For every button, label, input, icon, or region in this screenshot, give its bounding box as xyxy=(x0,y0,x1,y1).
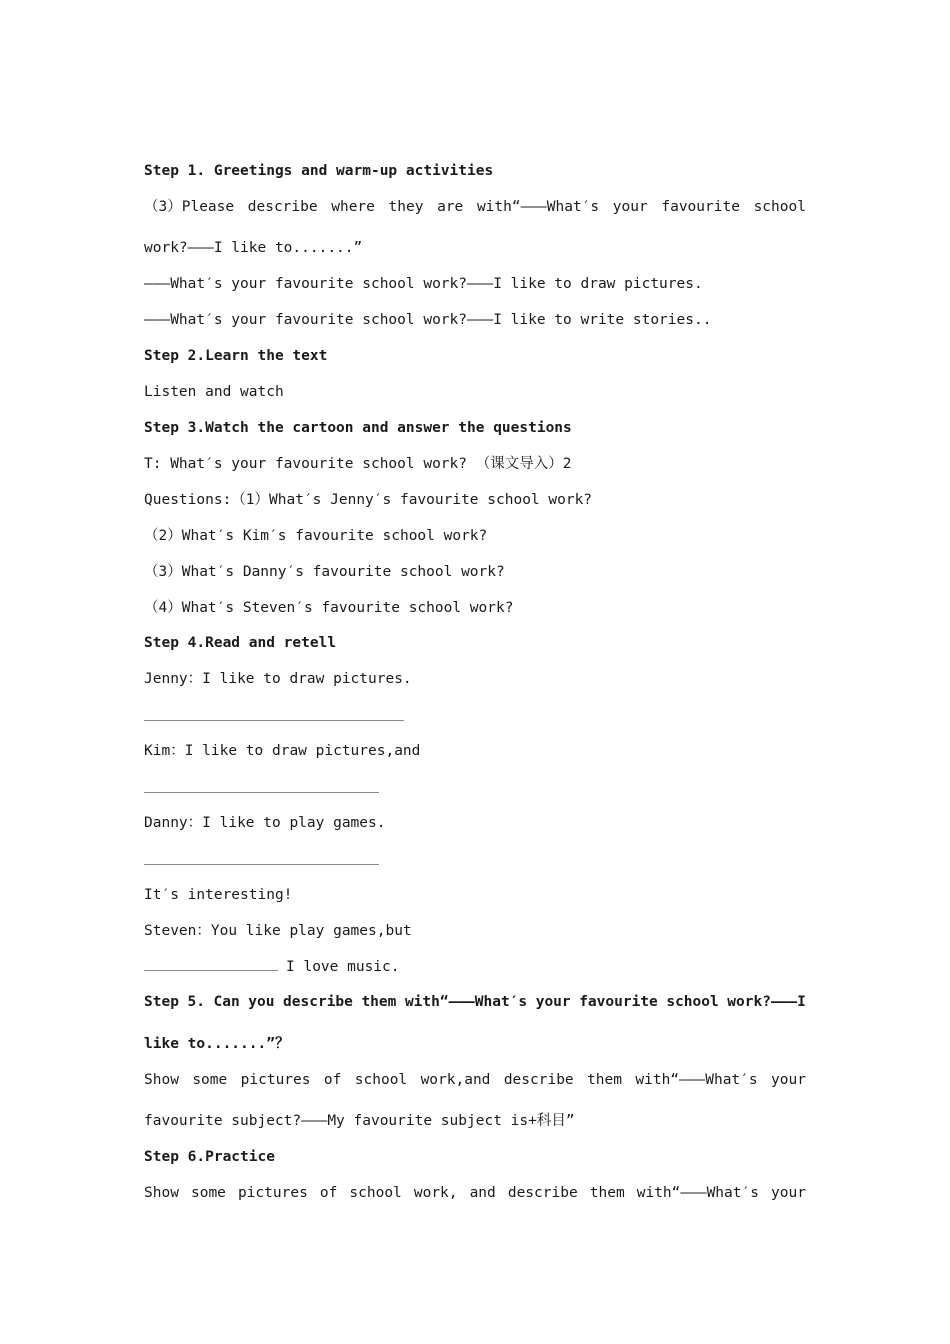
word: they xyxy=(388,199,424,215)
answer-blank-3 xyxy=(144,864,379,865)
step1-item3-line xyxy=(144,197,806,217)
word: with“———What′s xyxy=(636,1185,759,1201)
word: them xyxy=(361,994,397,1010)
step4-love-music: I love music. xyxy=(286,959,400,975)
step5-show-line xyxy=(144,1070,806,1090)
step3-heading: Step 3.Watch the cartoon and answer the questions xyxy=(144,420,572,436)
word: pictures xyxy=(240,1072,311,1088)
step1-example-1: ———What′s your favourite school work?———I like to draw pictures. xyxy=(144,276,703,292)
word: some xyxy=(192,1072,228,1088)
step3-teacher-line: T: What′s your favourite school work? （课文导入）2 xyxy=(144,456,572,472)
word: school xyxy=(666,994,719,1010)
word: school xyxy=(349,1185,402,1201)
step4-danny: Danny：I like to play games. xyxy=(144,815,386,831)
word: work?———I xyxy=(727,994,806,1010)
word: describe xyxy=(283,994,353,1010)
word: 5. xyxy=(187,994,205,1010)
word: Step xyxy=(144,994,179,1010)
word: describe xyxy=(507,1185,578,1201)
word: of xyxy=(319,1185,338,1201)
step4-heading: Step 4.Read and retell xyxy=(144,635,337,651)
step3-question-2: （2）What′s Kim′s favourite school work? xyxy=(144,528,488,544)
word: describe xyxy=(247,199,318,215)
word: them xyxy=(587,1072,622,1088)
word: school xyxy=(354,1072,408,1088)
word: where xyxy=(331,199,375,215)
word: your xyxy=(771,1185,806,1201)
step4-kim: Kim：I like to draw pictures,and xyxy=(144,743,421,759)
step3-question-4: （4）What′s Steven′s favourite school work? xyxy=(144,600,514,616)
step5-heading-line xyxy=(144,992,806,1012)
step4-love-music-line xyxy=(144,957,400,977)
word: work,and xyxy=(420,1072,491,1088)
step3-question-1: Questions:（1）What′s Jenny′s favourite school work? xyxy=(144,492,593,508)
step3-question-3: （3）What′s Danny′s favourite school work? xyxy=(144,564,505,580)
word: and xyxy=(469,1185,496,1201)
word: you xyxy=(248,994,275,1010)
word: school xyxy=(753,199,806,215)
word: pictures xyxy=(237,1185,308,1201)
word: describe xyxy=(503,1072,574,1088)
word: some xyxy=(190,1185,226,1201)
word: Can xyxy=(213,994,240,1010)
word: are xyxy=(437,199,464,215)
word: （3）Please xyxy=(144,199,235,215)
step4-interesting: It′s interesting! xyxy=(144,887,293,903)
answer-blank-1 xyxy=(144,720,404,721)
word: with“———What′s xyxy=(476,199,600,215)
step5-show-continuation: favourite subject?———My favourite subject is+科目” xyxy=(144,1113,575,1129)
step4-jenny: Jenny：I like to draw pictures. xyxy=(144,671,412,687)
word: favourite xyxy=(579,994,658,1010)
step5-heading-continuation: like to.......”？ xyxy=(144,1036,290,1052)
step4-steven: Steven：You like play games,but xyxy=(144,923,412,939)
step6-heading: Step 6.Practice xyxy=(144,1149,275,1165)
step1-item3-continuation: work?———I like to.......” xyxy=(144,240,363,256)
word: your xyxy=(535,994,571,1010)
word: Show xyxy=(144,1185,179,1201)
step1-example-2: ———What′s your favourite school work?———I like to write stories.. xyxy=(144,312,712,328)
step2-heading: Step 2.Learn the text xyxy=(144,348,328,364)
step2-text: Listen and watch xyxy=(144,384,284,400)
step1-heading: Step 1. Greetings and warm-up activities xyxy=(144,163,494,179)
word: your xyxy=(771,1072,806,1088)
answer-blank-2 xyxy=(144,792,379,793)
word: of xyxy=(323,1072,342,1088)
word: favourite xyxy=(661,199,740,215)
word: work, xyxy=(413,1185,458,1201)
word: them xyxy=(589,1185,625,1201)
step6-show-line xyxy=(144,1183,806,1203)
word: your xyxy=(612,199,648,215)
answer-blank-4 xyxy=(144,958,278,971)
word: with“———What′s xyxy=(635,1072,758,1088)
word: with“———What′s xyxy=(404,994,528,1010)
word: Show xyxy=(144,1072,179,1088)
